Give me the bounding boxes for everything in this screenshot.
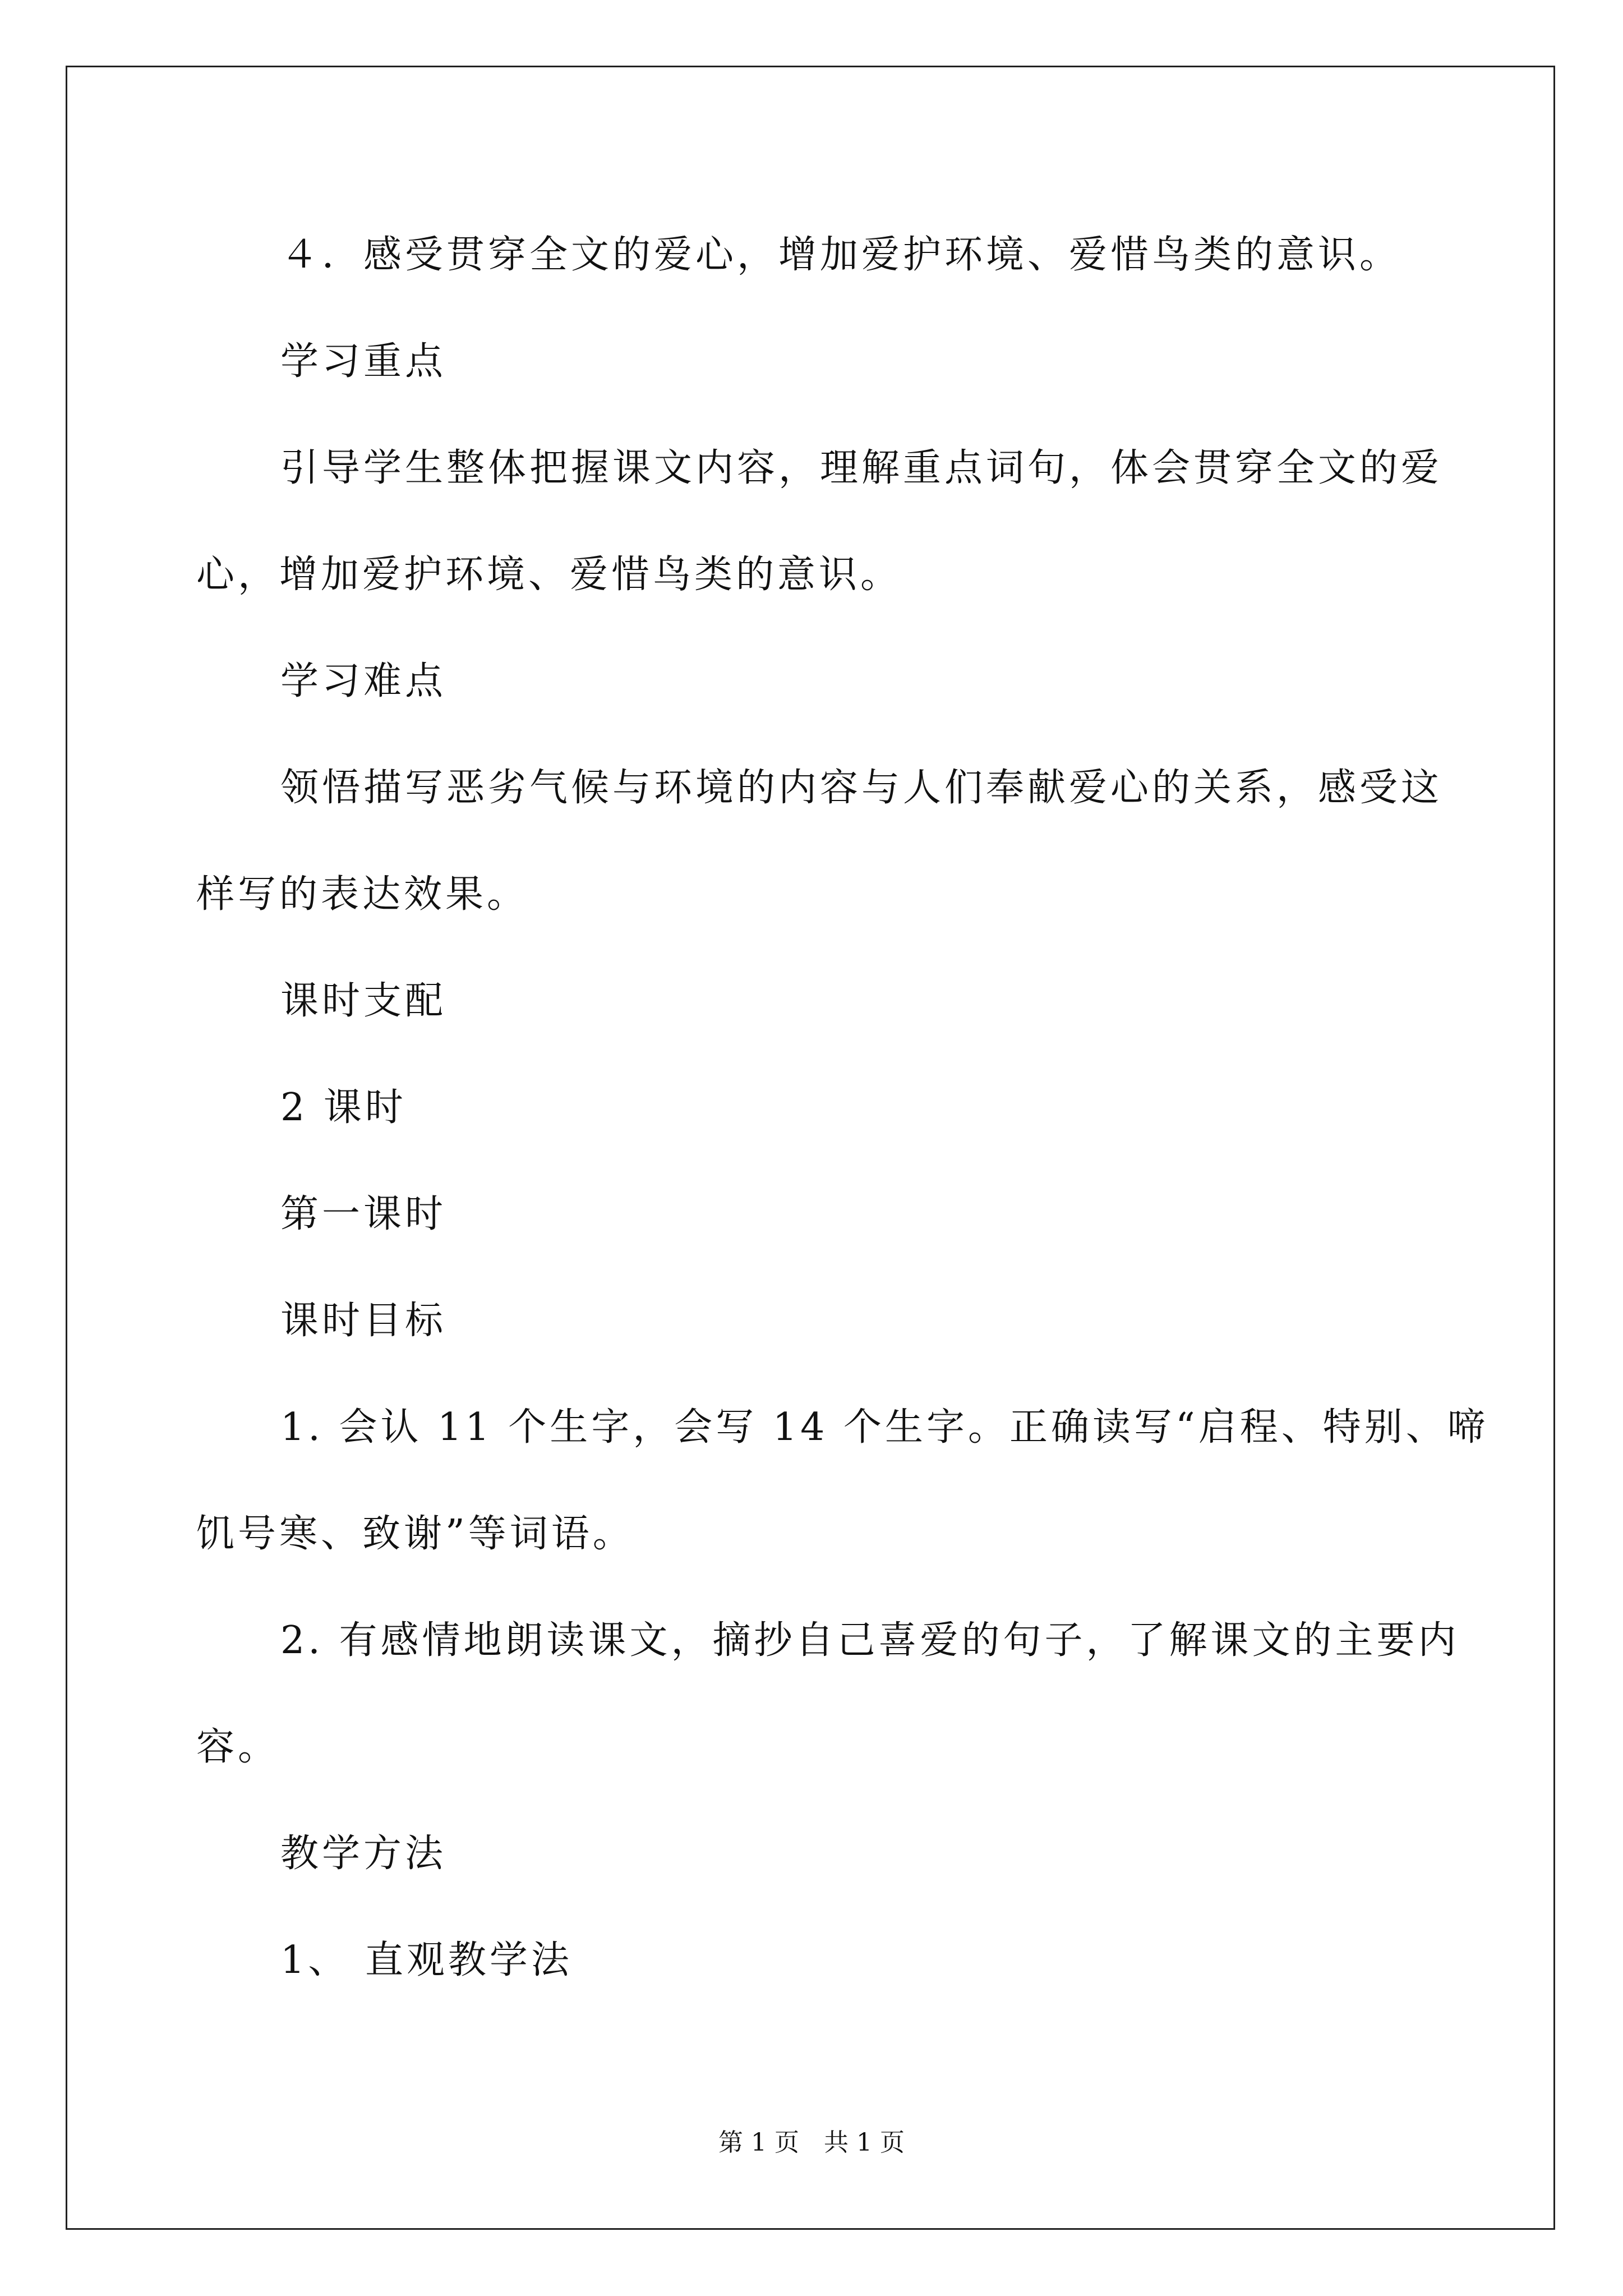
lesson-goal-1-line-2: 饥号寒、致谢”等词语。 (196, 1512, 634, 1556)
lesson-goal-2-line-1: 2. 有感情地朗读课文，摘抄自己喜爱的句子，了解课文的主要内 (280, 1618, 1460, 1663)
study-difficulty-line-1: 领悟描写恶劣气候与环境的内容与人们奉献爱心的关系，感受这 (280, 766, 1443, 810)
study-difficulty-line-2: 样写的表达效果。 (196, 872, 529, 917)
teaching-method-1: 1、 直观教学法 (280, 1938, 573, 1982)
goal-item-4: ４．感受贯穿全文的爱心，增加爱护环境、爱惜鸟类的意识。 (280, 233, 1401, 277)
heading-study-difficulty: 学习难点 (280, 659, 447, 703)
heading-study-focus: 学习重点 (280, 339, 447, 384)
page-number-footer: 第 1 页 共 1 页 (718, 2128, 905, 2157)
study-focus-line-1: 引导学生整体把握课文内容，理解重点词句，体会贯穿全文的爱 (280, 446, 1443, 490)
lesson-goal-1-line-1: 1. 会认 11 个生字，会写 14 个生字。正确读写“启程、特别、啼 (280, 1405, 1489, 1450)
heading-first-lesson: 第一课时 (280, 1192, 447, 1236)
heading-teaching-methods: 教学方法 (280, 1832, 447, 1876)
study-focus-line-2: 心，增加爱护环境、爱惜鸟类的意识。 (196, 553, 902, 597)
page-frame (66, 66, 1555, 2230)
heading-class-schedule: 课时支配 (280, 979, 447, 1023)
heading-lesson-goals: 课时目标 (280, 1299, 447, 1343)
class-hours: 2 课时 (280, 1085, 407, 1130)
lesson-goal-2-line-2: 容。 (196, 1725, 280, 1769)
